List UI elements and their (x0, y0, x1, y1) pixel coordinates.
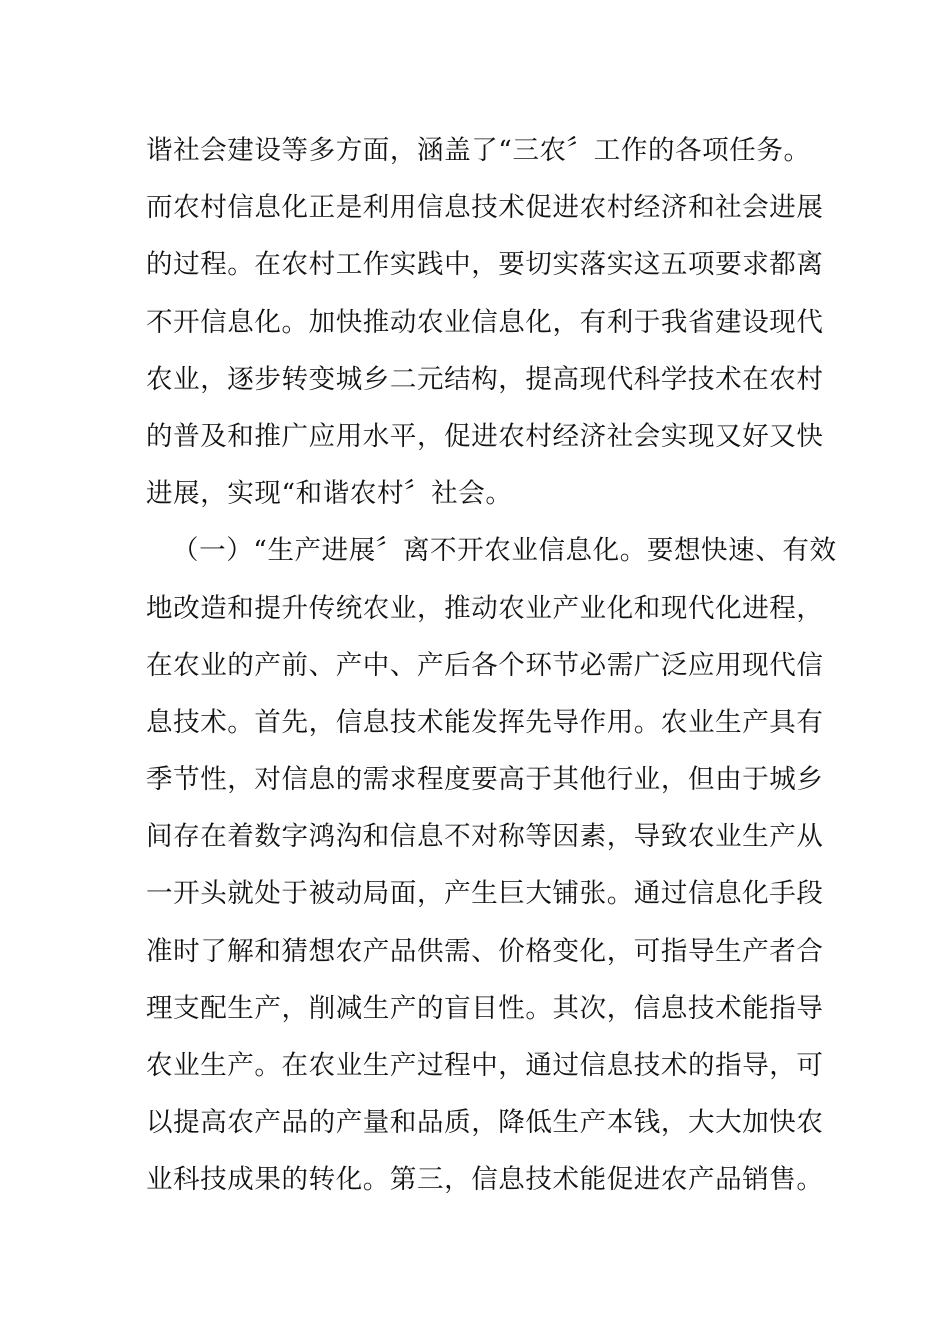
text-line: 地改造和提升传统农业，推动农业产业化和现代化进程， (146, 592, 824, 624)
text-line: 不开信息化。加快推动农业信息化，有利于我省建设现代 (146, 306, 824, 338)
text-line: 而农村信息化正是利用信息技术促进农村经济和社会进展 (146, 192, 824, 224)
paragraph-start-line: （一）“生产进展〞离不开农业信息化。要想快速、有效 (172, 535, 837, 567)
body-text (146, 122, 837, 1209)
text-line: 的普及和推广应用水平，促进农村经济社会实现又好又快 (146, 420, 824, 452)
text-line: 息技术。首先，信息技术能发挥先导作用。农业生产具有 (146, 706, 824, 738)
text-line: 谐社会建设等多方面，涵盖了“三农〞工作的各项任务。 (146, 135, 811, 166)
text-line: 理支配生产，削减生产的盲目性。其次，信息技术能指导 (146, 992, 824, 1024)
text-line: 农业生产。在农业生产过程中，通过信息技术的指导，可 (146, 1050, 824, 1081)
text-line: 间存在着数字鸿沟和信息不对称等因素，导致农业生产从 (146, 821, 824, 853)
text-line: 在农业的产前、产中、产后各个环节必需广泛应用现代信 (146, 649, 824, 681)
text-line: 的过程。在农村工作实践中，要切实落实这五项要求都离 (146, 249, 824, 281)
text-line: 进展，实现“和谐农村〞社会。 (146, 478, 513, 510)
text-line: 以提高农产品的产量和品质，降低生产本钱，大大加快农 (146, 1107, 824, 1139)
text-line: 一开头就处于被动局面，产生巨大铺张。通过信息化手段 (146, 878, 824, 910)
text-line: 业科技成果的转化。第三，信息技术能促进农产品销售。 (146, 1164, 824, 1196)
text-line: 准时了解和猜想农产品供需、价格变化，可指导生产者合 (146, 935, 824, 967)
text-line: 季节性，对信息的需求程度要高于其他行业，但由于城乡 (146, 764, 824, 796)
text-line: 农业，逐步转变城乡二元结构，提高现代科学技术在农村 (146, 363, 824, 395)
